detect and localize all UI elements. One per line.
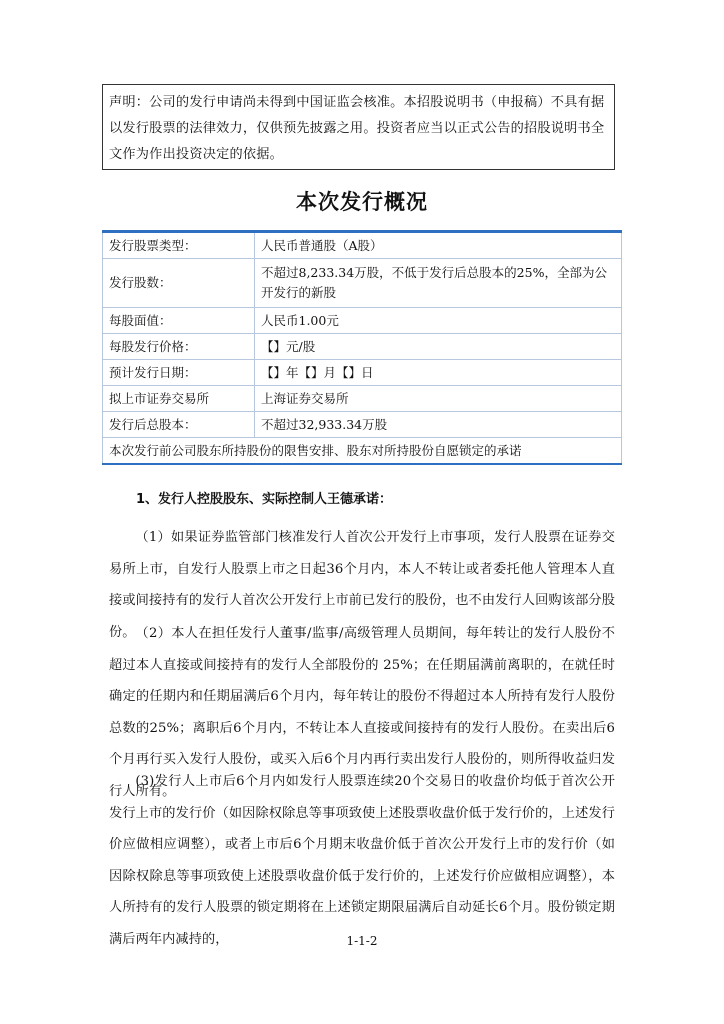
- table-row: [103, 412, 622, 438]
- table-footer-row: [103, 438, 622, 465]
- row-label: 预计发行日期：: [103, 360, 255, 386]
- row-label: 拟上市证券交易所: [103, 386, 255, 412]
- row-value: 不超过8,233.34万股，不低于发行后总股本的25%，全部为公开发行的新股: [255, 259, 622, 308]
- table-row: [103, 259, 622, 308]
- table-row: [103, 334, 622, 360]
- row-value: 人民币1.00元: [255, 308, 622, 334]
- disclaimer-box: 声明：公司的发行申请尚未得到中国证监会核准。本招股说明书（申报稿）不具有据以发行股票的法律效力，仅供预先披露之用。投资者应当以正式公告的招股说明书全文作为作出投资决定的依据。: [102, 84, 615, 170]
- table-row: [103, 360, 622, 386]
- table-row: [103, 386, 622, 412]
- table-row: [103, 232, 622, 259]
- lockup-commitment-heading: 本次发行前公司股东所持股份的限售安排、股东对所持股份自愿锁定的承诺: [103, 438, 622, 465]
- row-value: 人民币普通股（A股）: [255, 232, 622, 259]
- page-title: 本次发行概况: [296, 190, 428, 214]
- row-label: 发行股数：: [103, 259, 255, 308]
- table-row: [103, 308, 622, 334]
- paragraph-3: (3)发行人上市后6个月内如发行人股票连续20个交易日的收盘价均低于首次公开发行上市的发行价（如因除权除息等事项致使上述股票收盘价低于发行价的，上述发行价应做相应调整），或者上市后6个月期末收盘价低于首次公开发行上市的发行价（如因除权除息等事项致使上述股票收盘价低于发行价的，上述发行价应做相应调整），本人所持有的发行人股票的锁定期将在上述锁定期限届满后自动延长6个月。股份锁定期满后两年内减持的，: [109, 774, 615, 947]
- offering-overview-table: [102, 230, 622, 465]
- row-value: 【】元/股: [255, 334, 622, 360]
- row-label: 发行股票类型：: [103, 232, 255, 259]
- row-label: 每股发行价格：: [103, 334, 255, 360]
- paragraph-1: （1）如果证券监管部门核准发行人首次公开发行上市事项，发行人股票在证券交易所上市，自发行人股票上市之日起36个月内，本人不转让或者委托他人管理本人直接或间接持有的发行人首次公开发行上市前已发行的股份，也不由发行人回购该部分股份。: [109, 530, 615, 640]
- row-value: 【】年【】月【】日: [255, 360, 622, 386]
- row-value: 不超过32,933.34万股: [255, 412, 622, 438]
- row-value: 上海证券交易所: [255, 386, 622, 412]
- paragraph-2: （2）本人在担任发行人董事/监事/高级管理人员期间，每年转让的发行人股份不超过本人直接或间接持有的发行人全部股份的 25%；在任期届满前离职的，在就任时确定的任期内和任期届满后6个月内，每年转让的股份不得超过本人所持有发行人股份总数的25%；离职后6个月内，不转让本人直接或间接持有的发行人股份。在卖出后6个月再行买入发行人股份，或买入后6个月内再行卖出发行人股份的，则所得收益归发行人所有。: [109, 626, 615, 799]
- row-label: 发行后总股本：: [103, 412, 255, 438]
- section-heading: 1、发行人控股股东、实际控制人王德承诺：: [136, 492, 393, 507]
- page-number: 1-1-2: [346, 934, 378, 948]
- row-label: 每股面值：: [103, 308, 255, 334]
